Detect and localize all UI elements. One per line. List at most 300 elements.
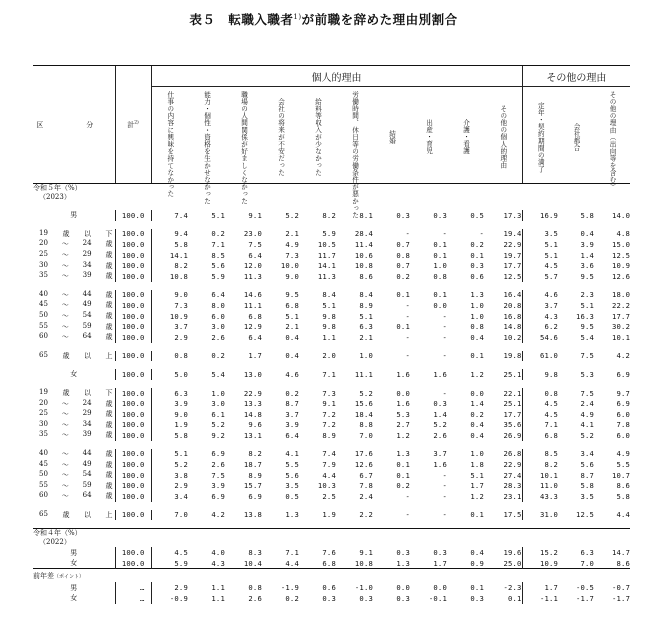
value-cell: 5.2 [433,420,447,430]
value-cell: 12.5 [611,250,631,260]
value-cell: 4.3 [211,558,225,568]
spacer-row [33,520,630,529]
value-cell: 1.4 [580,250,595,260]
value-cell: 18.7 [243,460,262,470]
value-cell: 5.5 [285,460,299,470]
value-cell: 0.1 [433,250,447,260]
value-cell: 100.0 [115,351,151,362]
age-part: ～ [61,481,69,490]
value-cell: 0.3 [396,548,410,558]
age-part: 歳 [62,510,70,519]
value-cell: 2.0 [322,351,336,361]
value-cell: 6.9 [211,449,225,459]
row-label [33,470,115,481]
spacer-row [33,380,630,388]
value-cell: 8.5 [211,250,225,260]
value-cell: 0.2 [211,229,225,239]
value-cell: -0.9 [151,593,188,604]
value-cell: 8.3 [248,548,262,558]
age-part: 54 [82,311,92,320]
value-cell: 1.6 [396,369,410,379]
age-part: 54 [82,470,92,479]
value-cell: 5.7 [522,271,558,282]
value-cell: 0.2 [285,388,299,398]
age-part: ～ [61,333,69,342]
value-cell: 1.7 [433,558,447,568]
value-cell: 8.2 [522,459,558,470]
age-part: 20 [39,398,48,407]
value-cell: - [442,229,447,239]
age-label [33,261,115,271]
prev-year-label-row [33,529,630,548]
age-part: ～ [61,399,69,408]
column-header-label: その他の理由（出向等を含む） [608,91,617,191]
value-cell: 3.0 [211,399,225,409]
value-cell: 100.0 [115,449,151,460]
value-cell: 16.3 [575,311,595,321]
value-cell: 1.3 [285,510,299,520]
value-cell: - [442,351,447,361]
value-cell: 2.6 [211,460,225,470]
table-row [33,547,630,558]
age-part: 歳 [105,312,113,321]
row-label [33,290,115,301]
value-cell: 2.5 [322,491,336,501]
value-cell: 0.7 [396,261,410,271]
value-cell: 17.6 [354,449,373,459]
value-cell: 2.1 [285,229,299,239]
column-header-label: 給料等収入が少なかった [313,97,322,177]
value-cell: 2.3 [580,290,595,300]
value-cell: 22.1 [503,388,522,398]
value-cell: 100.0 [115,369,151,380]
column-header-label: 介護・看護 [461,119,470,155]
value-cell: 6.9 [616,369,631,379]
value-cell: 4.2 [616,351,631,361]
value-cell: 3.5 [285,481,299,491]
age-part: 歳 [62,351,70,360]
value-cell: 1.0 [470,311,484,321]
value-cell: 4.4 [322,470,336,480]
value-cell: 31.0 [522,510,558,521]
row-label [33,409,115,420]
value-cell: - [442,322,447,332]
age-label [33,271,115,281]
value-cell: - [442,491,447,501]
value-cell: 10.1 [611,332,631,342]
age-part: 下 [105,229,113,238]
value-cell: 5.2 [359,388,373,398]
value-cell: 1.0 [359,351,373,361]
value-cell: 0.1 [470,510,484,520]
value-cell: 1.2 [396,430,410,440]
value-cell: 8.2 [151,260,188,271]
value-cell: 25.1 [503,399,522,409]
row-label [33,430,115,441]
age-part: 50 [39,311,48,320]
value-cell: -2.3 [503,583,522,593]
age-label [33,388,115,398]
value-cell: 0.4 [470,548,484,558]
age-part: 64 [82,491,92,500]
table-title: 表５ 転職入職者$^{1)}$が前職を辞めた理由別割合 [189,12,458,27]
age-part: 歳 [105,492,113,501]
row-label [33,420,115,431]
age-part: 上 [105,510,113,519]
value-cell: 12.6 [354,460,373,470]
value-cell: - [405,229,410,239]
value-cell: 7.5 [248,239,262,249]
sex-label: 女 [70,559,78,568]
value-cell: 10.6 [354,250,373,260]
column-header [558,87,594,184]
value-cell: 5.8 [580,210,595,220]
value-cell: 19.4 [503,229,522,239]
table-row [33,311,630,322]
value-cell: 6.1 [211,409,225,419]
value-cell: -0.5 [575,583,595,593]
year-label-sub: （2023） [39,193,71,201]
value-cell: 0.8 [396,250,410,260]
value-cell: 10.8 [151,271,188,282]
sex-label: 男 [70,583,78,592]
value-cell: 5.1 [322,300,336,310]
age-part: ～ [61,471,69,480]
value-cell: 5.1 [359,311,373,321]
value-cell: 11.3 [243,271,262,281]
spacer-row [33,202,630,210]
spacer-row [33,441,630,449]
value-cell: 9.7 [616,388,631,398]
value-cell: 26.8 [503,449,522,459]
value-cell: 6.0 [616,430,631,440]
row-label [33,271,115,282]
age-part: 60 [39,332,48,341]
value-cell: 3.8 [151,470,188,481]
value-cell: 6.2 [522,321,558,332]
value-cell: 13.3 [243,399,262,409]
table-row [33,321,630,332]
age-label [33,399,115,409]
value-cell: 10.5 [317,239,336,249]
table-row [33,558,630,569]
value-cell: 4.4 [616,510,631,520]
value-cell: 3.7 [285,409,299,419]
value-cell: 6.3 [580,548,595,558]
value-cell: 4.9 [580,409,595,419]
value-cell: 9.5 [580,322,595,332]
row-label [33,388,115,399]
value-cell: 8.7 [285,399,299,409]
value-cell: … [115,582,151,593]
value-cell: 0.0 [433,583,447,593]
value-cell: 10.1 [522,470,558,481]
value-cell: 100.0 [115,491,151,502]
value-cell: -1.7 [575,593,595,603]
value-cell: 0.3 [470,261,484,271]
value-cell: 100.0 [115,260,151,271]
row-label [33,311,115,322]
header-group-personal: 個人的理由 [151,66,522,87]
value-cell: 0.1 [433,290,447,300]
row-label [33,210,115,221]
value-cell: 14.8 [243,409,262,419]
value-cell: 100.0 [115,547,151,558]
value-cell: 5.8 [580,481,595,491]
column-header-label: 仕事の内容に興味を持てなかった [165,91,174,198]
value-cell: 0.3 [433,210,447,220]
table-row [33,409,630,420]
age-part: 49 [82,300,92,309]
value-cell: 3.5 [580,491,595,501]
value-cell: 5.6 [211,261,225,271]
age-part: 以 [83,389,91,398]
value-cell: 8.7 [580,470,595,480]
value-cell: 2.6 [433,430,447,440]
value-cell: 0.4 [470,332,484,342]
value-cell: 0.2 [396,271,410,281]
value-cell: 5.2 [151,459,188,470]
value-cell: 7.0 [151,510,188,521]
value-cell: 7.5 [580,388,595,398]
column-header-label: 職場の人間関係が好ましくなかった [239,91,248,205]
value-cell: 1.7 [248,351,262,361]
value-cell: 0.4 [285,332,299,342]
table-body [33,184,630,604]
value-cell: 7.5 [211,470,225,480]
value-cell: 15.0 [611,239,631,249]
value-cell: 6.0 [616,409,631,419]
age-part: 65 [39,509,48,518]
value-cell: 14.8 [503,322,522,332]
value-cell: 9.8 [522,369,558,380]
age-label [33,322,115,332]
table-row [33,250,630,261]
value-cell: 0.2 [470,239,484,249]
value-cell: 5.1 [151,449,188,460]
value-cell: 0.1 [507,593,522,603]
value-cell: 3.7 [151,321,188,332]
value-cell: 0.0 [396,583,410,593]
value-cell: 6.4 [211,290,225,300]
value-cell: - [442,332,447,342]
value-cell: 3.9 [211,481,225,491]
value-cell: 8.9 [248,470,262,480]
value-cell: 10.9 [151,311,188,322]
value-cell: 8.6 [616,481,631,491]
column-header-label: 出産・育児 [424,119,433,155]
spacer-row [33,282,630,290]
value-cell: 1.9 [322,510,336,520]
header-group-other: その他の理由 [522,66,630,87]
value-cell: 10.4 [243,558,262,568]
table-row [33,582,630,593]
value-cell: 1.8 [470,460,484,470]
value-cell: 5.1 [580,300,595,310]
age-label [33,449,115,459]
value-cell: 5.6 [285,470,299,480]
value-cell: 8.9 [322,430,336,440]
value-cell: 13.1 [243,430,262,440]
value-cell: 6.9 [616,399,631,409]
value-cell: 0.4 [470,430,484,440]
column-header [299,87,336,184]
column-header [594,87,630,191]
value-cell: 1.6 [396,399,410,409]
value-cell: 8.6 [359,271,373,281]
value-cell: 5.1 [470,470,484,480]
sex-label: 男 [70,548,78,557]
value-cell: 0.2 [396,481,410,491]
value-cell: 19.6 [503,548,522,558]
value-cell: 2.7 [396,420,410,430]
age-part: ～ [61,460,69,469]
sex-label: 女 [70,370,78,379]
age-part: 59 [82,480,92,489]
age-part: 34 [82,260,92,269]
value-cell: 17.7 [503,409,522,419]
row-label [33,239,115,250]
value-cell: 100.0 [115,480,151,491]
row-label [33,547,115,558]
value-cell: 7.1 [322,369,336,379]
value-cell: 9.0 [151,409,188,420]
age-part: ～ [61,301,69,310]
value-cell: -1.1 [522,593,558,604]
value-cell: 100.0 [115,398,151,409]
reason-table [33,65,630,604]
age-part: ～ [61,240,69,249]
value-cell: 4.5 [522,409,558,420]
value-cell: 100.0 [115,420,151,431]
value-cell: 10.2 [503,332,522,342]
table-row [33,300,630,311]
age-label [33,430,115,440]
column-header [484,87,522,184]
value-cell: 8.0 [211,300,225,310]
table-row [33,459,630,470]
value-cell: 6.4 [248,332,262,342]
age-part: 歳 [105,251,113,260]
value-cell: 5.1 [522,239,558,250]
age-part: 20 [39,239,48,248]
value-cell: - [442,510,447,520]
value-cell: 6.4 [248,250,262,260]
row-label [33,491,115,502]
value-cell: 100.0 [115,409,151,420]
age-label [33,332,115,342]
value-cell: 5.3 [396,409,410,419]
value-cell: 1.1 [211,593,225,603]
spacer-row [33,361,630,369]
value-cell: 0.2 [285,593,299,603]
value-cell: 100.0 [115,250,151,261]
value-cell: 3.4 [580,449,595,459]
table-row [33,470,630,481]
value-cell: 0.1 [396,290,410,300]
prev-year-label-sub: （2022） [39,538,71,547]
age-part: 49 [82,459,92,468]
value-cell: 0.0 [470,388,484,398]
value-cell: 11.4 [354,239,373,249]
value-cell: 7.8 [616,420,631,430]
value-cell: 4.8 [616,229,631,239]
value-cell: 0.3 [433,399,447,409]
age-part: 以 [83,510,91,519]
value-cell: 7.3 [322,388,336,398]
value-cell: 3.9 [285,420,299,430]
age-label [33,420,115,430]
year-label [33,184,630,203]
value-cell: 18.4 [354,409,373,419]
age-part: 歳 [105,301,113,310]
value-cell: 5.6 [580,460,595,470]
value-cell: 6.9 [248,491,262,501]
value-cell: 7.1 [285,548,299,558]
value-cell: 6.8 [285,300,299,310]
table-row [33,369,630,380]
value-cell: 10.8 [354,558,373,568]
value-cell: - [442,470,447,480]
value-cell: 3.9 [580,239,595,249]
value-cell: - [442,481,447,491]
diff-label-text: 前年差 [33,572,54,581]
value-cell: 1.1 [211,583,225,593]
value-cell: 100.0 [115,290,151,301]
value-cell: 12.5 [503,271,522,281]
age-label [33,229,115,239]
value-cell: 2.1 [359,332,373,342]
column-header-label: 定年・契約期間の満了 [536,101,545,173]
value-cell: 5.1 [211,210,225,220]
value-cell: 9.8 [322,322,336,332]
value-cell: 8.4 [322,290,336,300]
value-cell: 8.5 [522,449,558,460]
value-cell: 28.3 [503,481,522,491]
value-cell: 10.9 [611,261,631,271]
column-header-label: 結婚 [387,129,396,145]
value-cell: 9.1 [248,210,262,220]
age-part: 歳 [105,431,113,440]
value-cell: 4.9 [285,239,299,249]
row-label [33,260,115,271]
value-cell: 0.4 [470,420,484,430]
column-header [410,87,447,184]
value-cell: 16.8 [503,311,522,321]
row-label [33,321,115,332]
value-cell: 5.3 [580,369,595,379]
value-cell: 1.2 [470,491,484,501]
value-cell: 0.6 [322,583,336,593]
value-cell: 0.3 [396,593,410,603]
spacer-row [33,221,630,229]
value-cell: 9.6 [248,420,262,430]
value-cell: 0.3 [470,593,484,603]
value-cell: 11.1 [243,300,262,310]
value-cell: 18.0 [611,290,631,300]
value-cell: 1.7 [470,481,484,491]
value-cell: - [479,229,484,239]
value-cell: 5.1 [285,311,299,321]
value-cell: 14.0 [611,210,631,220]
value-cell: 0.4 [285,351,299,361]
value-cell: 0.7 [396,239,410,249]
age-label [33,239,115,249]
age-part: 以 [83,229,91,238]
value-cell: 1.0 [433,261,447,271]
row-label [33,300,115,311]
spacer-row [33,502,630,510]
